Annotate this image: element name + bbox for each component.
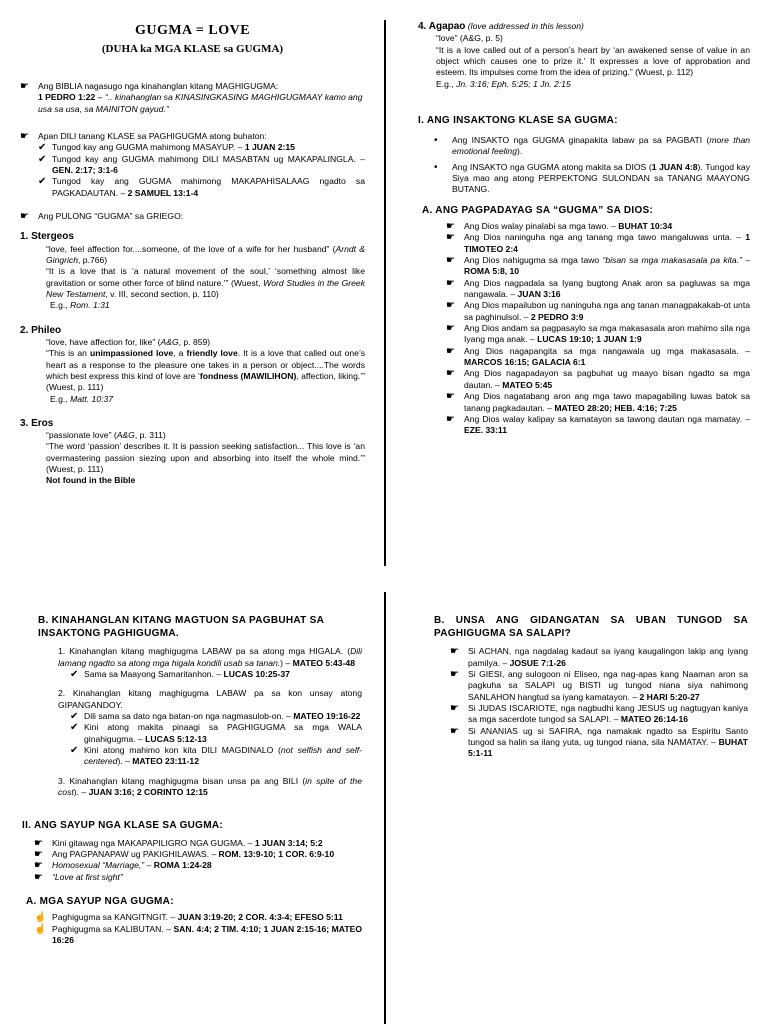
section-heading-pagpadayag: A. ANG PAGPADAYAG SA “GUGMA” SA DIOS: [422,204,654,216]
pointing-hand-icon: ☛ [446,345,455,357]
scripture-ref: SAN. 4:4; 2 TIM. 4:10; 1 JUAN 2:15-16; MATEO 16:26 [52,923,362,945]
bullet-klase [20,131,365,199]
check-item [38,176,365,199]
pointing-hand-icon: ☛ [446,413,455,425]
scripture-ref: MARCOS 16:15; GALACIA 6:1 [464,357,586,368]
check-text: Tungod kay ang GUGMA mahimong DILI MASABTAN ug MAKAPALINGLA. – [52,153,365,164]
scripture-ref: JUAN 3:16; 2 CORINTO 12:15 [88,787,208,798]
salapi-item [450,703,748,726]
emphasis: fondness (MAWILIHON) [199,370,297,381]
phileo-body [20,337,365,405]
emphasis: not selfish and self-centered [84,745,362,767]
section-heading-insakto: I. ANG INSAKTONG KLASE SA GUGMA: [418,114,618,126]
example-ref: Matt. 10:37 [70,393,114,404]
heading-stergeos: 1. Stergeos [20,231,74,243]
column-divider-bottom [384,592,386,1024]
checkmark-icon: ✔ [70,745,79,757]
hand-item [34,872,362,883]
body-text: 2. Kinahanglan kitang maghigugma LABAW pa sa kon unsay atong GIPANGANDOY. [58,688,362,710]
body-text: Ang Dios andam sa pagpasaylo sa mga makasasala aron mahimo sila nga Iyang mga anak. – [464,323,750,345]
checkmark-icon: ✔ [70,722,79,734]
pointing-hand-icon: ☛ [34,860,43,872]
dios-item [446,221,750,232]
scripture-ref: MATEO 26:14-16 [620,714,689,725]
scripture-ref: LUCAS 19:10; 1 JUAN 1:9 [537,334,642,345]
bullet-griego [20,211,365,222]
check-item [58,745,362,768]
heading-eros: 3. Eros [20,417,54,429]
body-text: Si GIESI, ang sulogoon ni Eliseo, nga nag-apas kang Naaman aron sa pagkuha sa SALAPI ug BISTI ug tungod niana siya nahimong SANLAHON hangtud sa iyang kamatayon. – [468,669,748,702]
body-text: “The word ‘passion’ describes it. It is passion seeking satisfaction... This love is ‘an overmastering passion siezing upon and absorbing into itself the whole mind.’” (Wuest, p. 111) [46,441,365,475]
body-text: Sama sa Maayong Samaritanhon. – [84,669,224,680]
example-label: E.g., [50,393,71,404]
citation: A&G [116,430,135,441]
body-text: Paghigugma sa KANGITNGIT. – [52,912,178,923]
citation: A&G [160,336,179,347]
heading-phileo: 2. Phileo [20,324,62,336]
body-text: Paghigugma sa KALIBUTAN. – [52,923,174,934]
body-text: ) – [280,657,293,668]
numbered-list [22,646,362,798]
body-text: Ang Dios nagapadayon sa pagbuhat ug maayo bisan ngadto sa mga dautan. – [464,368,750,390]
agapao-body [418,33,750,90]
scripture-ref: MATEO 19:16-22 [293,711,361,722]
eros-body [20,430,365,487]
heading-agapao: 4. Agapao [418,21,466,32]
hand-item [34,860,362,871]
sayup-item [34,912,362,923]
body-text: “This is an [46,348,90,359]
scripture-ref: MATEO 28:20; HEB. 4:16; 7:25 [554,402,677,413]
body-text: – [144,860,154,871]
section-heading-sayup-nga-gugma: A. MGA SAYUP NGA GUGMA: [26,896,174,908]
body-text: Kini gitawag nga MAKAPAPILIGRO NGA GUGMA. – [52,837,255,848]
pointing-hand-icon: ☛ [446,391,455,403]
check-item [38,142,365,153]
body-text: Ang INSAKTO nga GUGMA atong makita sa DIOS ( [452,161,652,172]
pointing-hand-icon: ☛ [20,211,29,223]
section-heading-magtuon: B. KINAHANGLAN KITANG MAGTUON SA PAGBUHAT SA INSAKTONG PAGHIGUGMA. [38,615,324,640]
stergeos-body [20,244,365,312]
body-text: “love” (A&G, p. 5) [436,33,503,44]
bullet-text: Ang BIBLIA nagasugo nga kinahanglan kitang MAGHIGUGMA: [38,80,279,91]
bullet-dot-icon: • [434,161,438,173]
example-ref: Rom. 1:31 [70,300,110,311]
scripture-ref: 1 PEDRO 1:22 [38,92,96,103]
sayup-item [34,924,362,947]
body-text: Ang Dios nagpadala sa Iyang bugtong Anak aron sa pagluwas sa mga nangawala. – [464,277,750,300]
scripture-ref: 1 JUAN 3:14; 5:2 [254,837,323,848]
body-text: 1. Kinahanglan kitang maghigugma LABAW pa sa atong mga HIGALA. ( [58,646,351,657]
scripture-ref: BUHAT 5:1-11 [468,737,748,759]
body-text: 3. Kinahanglan kitang maghigugma bisan unsa pa ang BILI ( [58,775,306,786]
pointing-hand-icon: ☛ [446,323,455,335]
agapao-note: (love addressed in this lesson) [465,21,584,31]
pointing-hand-icon: ☛ [450,703,459,715]
pointing-hand-icon: ☛ [446,255,455,267]
checkmark-icon: ✔ [70,711,79,723]
salapi-item [450,646,748,669]
scripture-quote: – “.. kinahanglan sa KINASINGKASING MAGHIGUGMAAY kamo ang usa sa usa, sa MAINITON gayud.” [38,92,363,114]
body-text: Ang Dios nahigugma sa mga tawo [464,255,603,266]
right-top-column [418,20,750,437]
citation: Word Studies in the Greek New Testament [46,277,365,299]
pointing-hand-icon: ☛ [450,646,459,658]
scripture-ref: 2 PEDRO 3:9 [530,311,584,322]
example-ref: Jn. 3:16; Eph. 5:25; 1 Jn. 2:15 [456,78,571,89]
left-bottom-column [22,614,362,946]
dios-item [446,323,750,346]
pointing-hand-icon: ☛ [446,221,455,232]
scripture-ref: BUHAT 10:34 [618,221,673,231]
page-subtitle: (DUHA ka MGA KLASE sa GUGMA) [101,43,284,56]
body-text: , affection, liking.’” (Wuest, p. 111) [46,370,366,393]
example-label: E.g., [436,78,457,89]
scripture-ref: ROMA 1:24-28 [153,860,212,871]
body-text: Ang INSAKTO nga GUGMA ginapakita labaw pa sa PAGBATI ( [452,135,710,146]
dios-item [446,255,750,278]
body-text: Ang Dios walay pinalabi sa mga tawo. – [464,221,619,231]
bullet-dot-icon: • [434,135,438,147]
salapi-item [450,669,748,703]
body-text: , p. 311) [134,430,166,441]
body-text: ). Tungod kay Siya mao ang atong PERPEKTONG SULONDAN sa TANANG MAAYONG BUTANG. [452,161,750,195]
body-text: “love, have affection for, like” ( [46,336,161,347]
dios-item [446,232,750,255]
scripture-ref: MATEO 5:43-48 [292,657,355,668]
scripture-ref: 1 JUAN 4:8 [651,161,698,172]
body-text: Si ANANIAS ug si SAFIRA, nga namakak ngadto sa Espiritu Santo tungod sa halin sa ilang yuta, ug tungod niana, sila NAMATAY. – [468,725,748,748]
pointing-hand-icon: ☛ [20,131,29,143]
scripture-ref: 2 SAMUEL 13:1-4 [127,187,199,198]
body-text: . It is a love that called out one’s heart as a response to the pleasure one takes in a person or object....The words which best express this kind of love are ‘ [46,348,365,381]
section-heading-sayup: II. ANG SAYUP NGA KLASE SA GUGMA: [22,819,224,831]
body-text: , p.766) [78,254,108,265]
dios-item [446,391,750,414]
body-text: Si JUDAS ISCARIOTE, nga nagbudhi kang JESUS ug nagtugyan kaniya sa mga sacerdote tungod sa SALAPI. – [468,703,748,725]
dios-item [446,300,750,323]
body-text: , a [173,348,187,359]
check-item [58,722,362,745]
pointing-hand-icon: ☛ [34,837,43,849]
section-heading-salapi: B. UNSA ANG GIDANGATAN SA UBAN TUNGOD SA PAGHIGUGMA SA SALAPI? [434,615,748,640]
body-text: , p. 859) [178,336,211,347]
pointing-hand-icon: ☛ [450,725,459,737]
emphasis: “bisan sa mga makasasala pa kita.” [602,255,742,266]
scripture-ref: GEN. 2:17; 3:1-6 [52,165,118,176]
body-text: , v. III, second section, p. 110) [105,288,219,299]
emphasis: more than emotional feeling [452,135,751,157]
pointing-hand-icon: ☛ [450,669,459,681]
scripture-ref: 2 HARI 5:20-27 [639,691,700,702]
emphasis: friendly love [186,348,238,359]
not-found-note: Not found in the Bible [46,475,136,486]
body-text: ). [516,146,523,157]
column-divider-top [384,20,386,566]
body-text: Kini atong mahimo kon kita DILI MAGDINALO ( [84,745,281,756]
hand-bullet-icon: ☝ [34,923,47,935]
body-text: Ang Dios nagapangita sa mga nangawala ug mga makasasala. – [464,345,750,356]
bullet-biblia [20,81,365,115]
check-text: Tungod kay ang GUGMA mahimong MAKAPAHISALAAG ngadto sa PAGKADAUTAN. – [52,176,365,198]
scripture-ref: LUCAS 5:12-13 [145,733,207,744]
scripture-ref: 1 JUAN 2:15 [244,142,295,153]
dios-item [446,368,750,391]
dios-item [446,346,750,369]
body-text: – [741,255,750,266]
body-text: ). – [73,787,89,798]
scripture-ref: JUAN 3:16 [517,289,561,300]
bullet-text: Ang PULONG “GUGMA” sa GRIEGO: [38,211,184,222]
scripture-ref: ROM. 13:9-10; 1 COR. 6:9-10 [218,849,335,860]
hand-item [34,838,362,849]
emphasis: unimpassioned love [89,348,174,359]
scripture-ref: LUCAS 10:25-37 [223,669,290,680]
body-text: “love, feel affection for....someone, of the love of a wife for her husband” ( [46,243,336,254]
bullet-text: Apan DILI tanang KLASE sa PAGHIGUGMA atong buhaton: [38,131,267,142]
right-bottom-column [434,614,748,760]
pointing-hand-icon: ☛ [446,300,455,312]
page-title: GUGMA = LOVE [134,23,251,38]
scripture-ref: EZE. 33:11 [464,425,507,436]
pointing-hand-icon: ☛ [446,277,455,289]
dot-item [418,135,750,158]
dios-item [446,278,750,301]
body-text: Ang Dios mapailubon ug naninguha nga ang tanan managpakakab-ot unta sa paghinulsol. – [464,300,750,322]
body-text: “It is a love called out of a person’s heart by ‘an awakened sense of value in an object which causes one to prize it.’ It expresses a love of approbation and esteem. Its impulses come from the idea of prizing.” (Wuest, p. 112) [436,44,750,78]
body-text: Si ACHAN, nga nagdalag kadaut sa iyang kaugalingon lakip ang iyang pamilya. – [468,646,748,668]
emphasis: “Love at first sight” [52,871,123,882]
salapi-item [450,726,748,760]
checkmark-icon: ✔ [38,153,47,165]
body-text: Kini atong makita pinaagi sa PAGHIGUGMA sa mga WALA ginahigugma. – [84,722,362,744]
body-text: Ang Dios nagatabang aron ang mga tawo mapagabiling luwas batok sa tanang pagkadautan. – [464,391,750,413]
pointing-hand-icon: ☛ [34,871,43,883]
pointing-hand-icon: ☛ [446,232,455,244]
body-text: ). – [117,756,133,767]
check-text: Tungod kay ang GUGMA mahimong MASAYUP. – [52,142,245,153]
dot-item [418,162,750,196]
scripture-ref: MATEO 5:45 [502,379,553,390]
pointing-hand-icon: ☛ [34,849,43,861]
body-text: “It is a love that is ‘a natural movement of the soul,’ ‘something almost like gravitation or some other force of blind nature.’” (Wuest, [46,266,365,288]
body-text: “passionate love” ( [46,430,117,441]
scripture-ref: ROMA 5:8, 10 [464,266,520,277]
check-item [58,711,362,722]
scripture-ref: JUAN 3:19-20; 2 COR. 4:3-4; EFESO 5:11 [177,912,343,923]
body-text: Dili sama sa dato nga batan-on nga nagmasulob-on. – [84,711,294,722]
scripture-ref: 1 TIMOTEO 2:4 [464,232,750,254]
check-item [58,669,362,680]
checkmark-icon: ✔ [38,176,47,188]
body-text: Ang Dios walay kalipay sa kamatayon sa tawong dautan nga mamatay. – [464,413,750,424]
pointing-hand-icon: ☛ [446,368,455,380]
body-text: Ang PAGPANAPAW ug PAKIGHILAWAS. – [52,849,219,860]
checkmark-icon: ✔ [38,142,47,154]
example-label: E.g., [50,300,71,311]
emphasis: Dili lamang ngadto sa atong mga higala kondili usab sa tanan. [58,646,362,668]
checkmark-icon: ✔ [70,669,79,681]
pointing-hand-icon: ☛ [20,80,29,92]
check-item [38,154,365,177]
scripture-ref: MATEO 23:11-12 [132,756,199,767]
dios-item [446,414,750,437]
emphasis: in spite of the cost [58,775,362,798]
citation: Arndt & Gingrich [46,243,365,265]
hand-bullet-icon: ☝ [34,912,47,924]
hand-item [34,849,362,860]
left-top-column [20,22,365,487]
scripture-ref: JOSUE 7:1-26 [509,657,566,668]
emphasis: Homosexual “Marriage,” [52,860,145,871]
body-text: Ang Dios naninguha nga ang tanang mga tawo mangaluwas unta. – [464,232,746,243]
